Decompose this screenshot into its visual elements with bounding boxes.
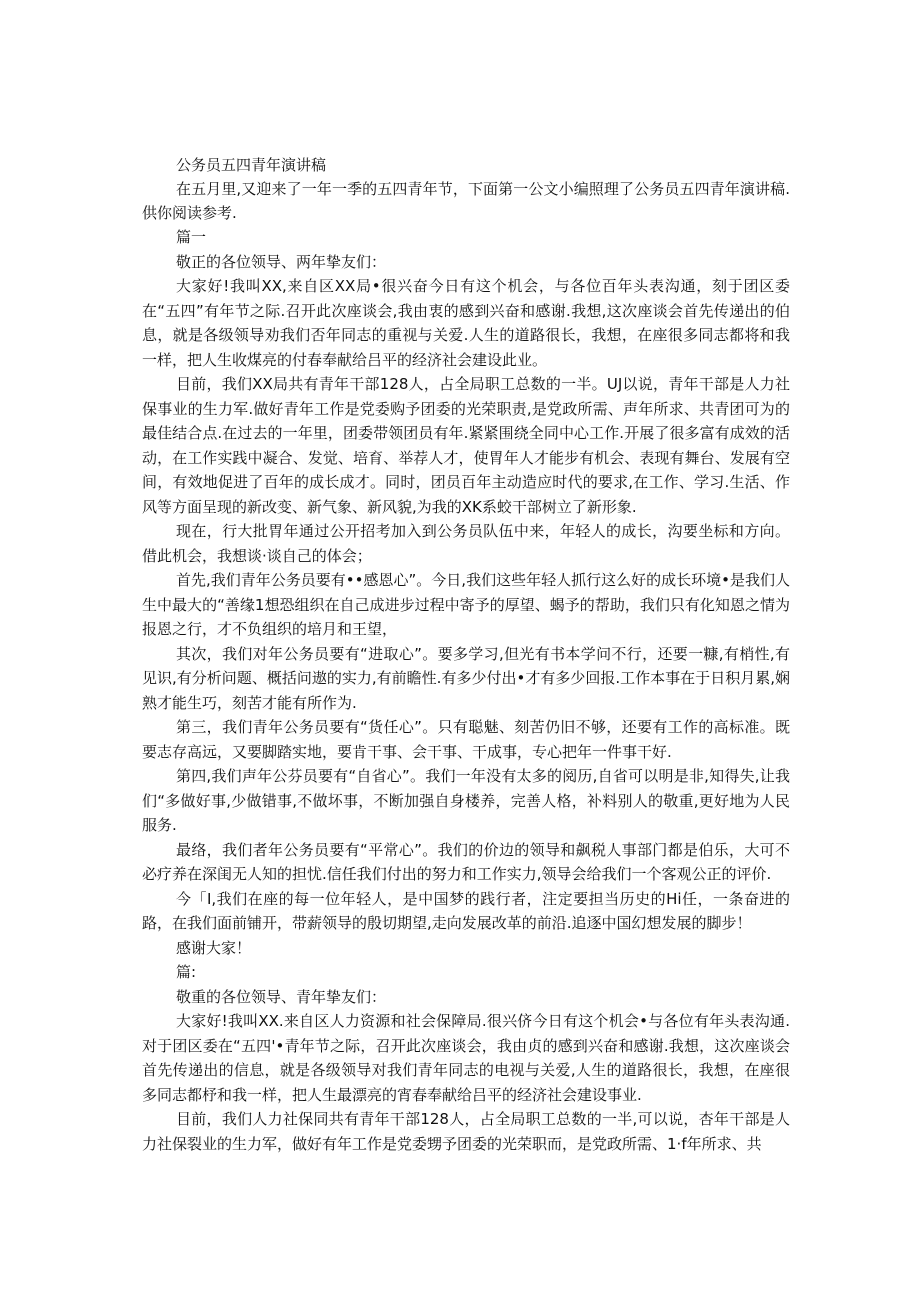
part2-label: 篇: xyxy=(176,963,197,981)
part1-paragraph: 第四,我们声年公芬员要有“自省心”。我们一年没有太多的阅历,自省可以明是非,知得失,让我们“多做好事,少做错事,不做坏事，不断加强自身楼养，完善人格，补料别人的敬重,更好地为人民服务. xyxy=(142,767,790,834)
part1-paragraph: 现在，行大批胃年通过公开招考加入到公务员队伍中来，年轻人的成长，沟要坐标和方向。借此机会，我想谈·谈自己的体会； xyxy=(142,522,790,565)
part1-paragraph: 今「I,我们在座的每一位年轻人，是中国梦的践行者，注定要担当历史的Hi任，一条奋进的路，在我们面前铺开，带薪领导的殷切期望,走向发展改革的前沿.追逐中国幻想发展的脚步！ xyxy=(142,889,790,932)
part1-paragraph: 目前，我们XX局共有青年干部128人，占全局职工总数的一半。UJ以说，青年干部是人力社保事业的生力军.做好青年工作是党委购予团委的光荣职责,是党政所需、声年所求、共青团可为的最佳结合点.在过去的一年里，团委带领团员有年.紧紧围绕全同中心工作.开展了很多富有成效的活动，在工作实践中凝合、发觉、培育、举荐人才，使胃年人才能步有机会、表现有舞台、发展有空间，有效地促进了百年的成长成才。同时，团员百年主动造应时代的要求,在工作、学习.生活、作风等方面呈现的新改变、新气象、新风貌,为我的XK系蛟干部树立了新形象. xyxy=(142,375,790,516)
part1-salutation: 敬正的各位领导、两年挚友们： xyxy=(176,252,387,271)
document-title: 公务员五四青年演讲稿 xyxy=(176,156,327,174)
part1-paragraph: 最络，我们者年公务员要有“平常心”。我们的价边的领导和飙税人事部门都是伯乐，大可不必疗养在深闺无人知的担忧.信任我们付出的努力和工作实力,领导会给我们一个客观公正的评价. xyxy=(142,840,790,883)
part2-paragraph: 目前，我们人力社保同共有青年干部128人，占全局职工总数的一半,可以说，杏年干部是人力社保裂业的生力军，做好有年工作是党委甥予团委的光荣职而，是党政所需、1·f年所求、共 xyxy=(142,1110,790,1153)
part1-paragraph: 大家好!我叫XX,来自区XX局•很兴奋今日有这个机会，与各位百年头表沟通，刻于团区委在“五四”有年节之际.召开此次座谈会,我由衷的感到兴奋和感谢.我想,这次座谈会首先传递出的伯息，就是各级领导劝我们否年同志的重视与关爱.人生的道路很长，我想，在座很多同志都将和我一样，把人生收煤亮的付春奉献给吕平的经济社会建设此业。 xyxy=(142,277,790,369)
document-body xyxy=(142,153,790,1156)
part1-label: 篇一 xyxy=(176,228,207,246)
intro-paragraph: 在五月里,又迎来了一年一季的五四青年节，下面第一公文小编照理了公务员五四青年演讲稿.供你阅读参考. xyxy=(142,180,790,222)
part2-salutation: 敬重的各位领导、青年挚友们： xyxy=(176,987,387,1006)
part1-paragraph: 第三，我们青年公务员要有“货任心”。只有聪魅、刻苦仍旧不够，还要有工作的高标准。既要志存高远，又要脚踏实地，要肯干事、会干事、干成事，专心把年一件事干好. xyxy=(142,718,790,761)
part1-paragraph: 其次，我们对年公务员要有“进取心”。要多学习,但光有书本学问不行，还要一糠,有梢性,有见识,有分析问题、概括问遨的实力,有前瞻性.有多少付出•才有多少回报.工作本事在于日积月累,娴熟才能生巧，刻苦才能有所作为. xyxy=(142,644,790,712)
part1-closing: 感谢大家！ xyxy=(176,938,252,957)
part1-paragraph: 首先,我们青年公务员要有••感恩心”。今日,我们这些年轻人抓行这么好的成长环境•是我们人生中最大的“善缘1想恐组织在自己成进步过程中寄予的厚望、蝎予的帮助，我们只有化知恩之情为报恩之行，才不负组织的培月和王望， xyxy=(142,571,790,638)
part2-paragraph: 大家好!我叫XX.来自区人力资源和社会保障局.很兴侪今日有这个机会•与各位有年头表沟通.对于团区委在“五四'•青年节之际，召开此次座谈会，我由贞的感到兴奋和感谢.我想，这次座谈会首先传递出的信息，就是各级领导对我们青年同志的电视与关爱,人生的道路很长，我想，在座很多同志都杼和我一样，把人生最漂亮的宵春奉献给吕平的经济社会建设事业. xyxy=(142,1012,790,1104)
